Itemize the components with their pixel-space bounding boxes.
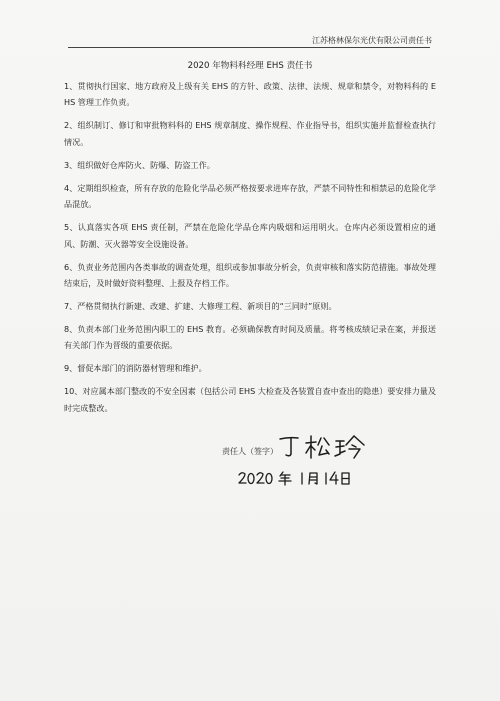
signer-label: 责任人（签字） <box>222 447 278 456</box>
list-item: 4、定期组织检查，所有存放的危险化学品必须严格按要求进库存放，严禁不同特性和相禁忌的危险化学品混放。 <box>64 182 436 210</box>
signature-block <box>222 432 402 492</box>
document-header: 江苏格林保尔光伏有限公司责任书 <box>312 36 432 45</box>
list-item: 6、负责业务范围内各类事故的调查处理，组织或参加事故分析会，负责审核和落实防范措施。事故处理结束后，及时做好资料整理、上报及存档工作。 <box>64 261 436 289</box>
list-item: 9、督促本部门的消防器材管理和维护。 <box>64 363 207 374</box>
header-divider <box>68 47 430 48</box>
list-item: 10、对应属本部门整改的不安全因素（包括公司 EHS 大检查及各装置自查中查出的隐患）要安排力量及时完成整改。 <box>64 386 436 413</box>
list-item: 5、认真落实各项 EHS 责任制，严禁在危险化学品仓库内吸烟和运用明火。仓库内必须设置相应的通风、防潮、灭火器等安全设施设备。 <box>64 222 436 249</box>
list-item: 7、严格贯彻执行新建、改建、扩建、大修理工程、新项目的“三同时”原则。 <box>64 301 337 312</box>
document-title: 2020 年物料科经理 EHS 责任书 <box>187 61 313 71</box>
responsibility-list <box>64 78 436 423</box>
list-item: 3、组织做好仓库防火、防爆、防盗工作。 <box>64 159 215 170</box>
list-item: 1、贯彻执行国家、地方政府及上级有关 EHS 的方针、政策、法律、法规、规章和禁令，对物料科的 EHS 管理工作负责。 <box>64 81 436 108</box>
list-item: 8、负责本部门业务范围内职工的 EHS 教育。必须确保教育时间及质量。将考核成绩记录在案，并报送有关部门作为晋级的重要依据。 <box>64 324 436 351</box>
handwritten-signature <box>274 432 384 462</box>
handwritten-date <box>236 469 376 487</box>
list-item: 2、组织制订、修订和审批物料科的 EHS 规章制度、操作规程、作业指导书，组织实施并监督检查执行情况。 <box>64 120 436 147</box>
